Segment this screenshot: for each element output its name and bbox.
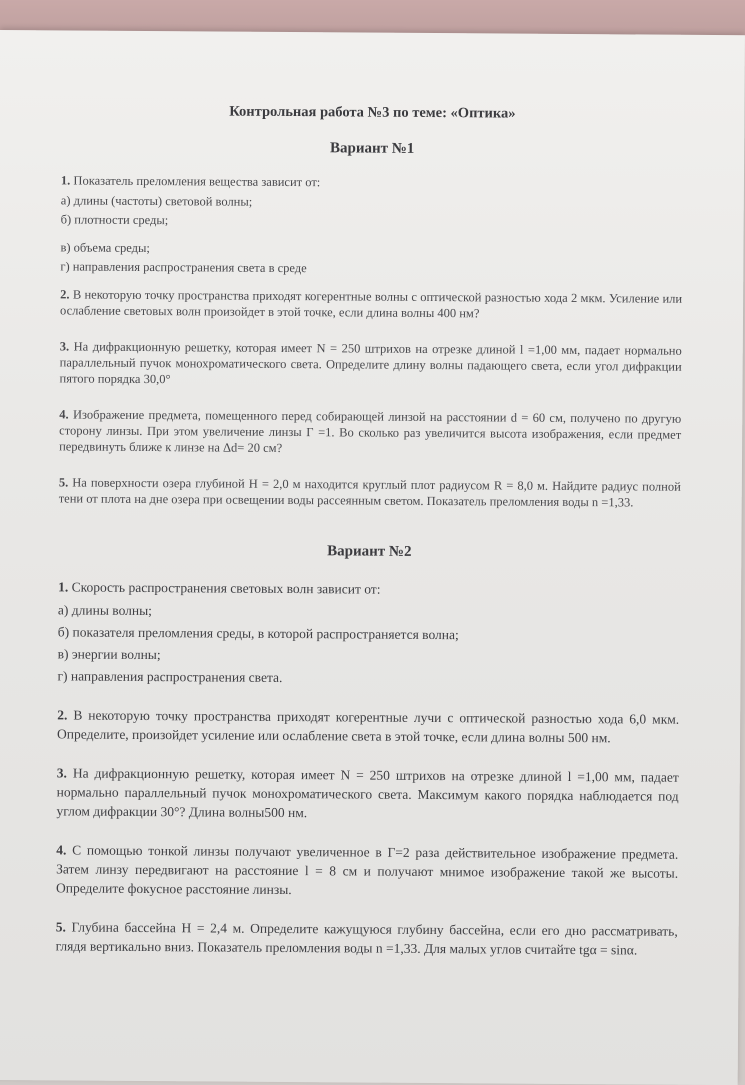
question-text: С помощью тонкой линзы получают увеличенное в Г=2 раза действительное изображение предмета. Затем линзу передвигают на расстояние l = 8 см и получают мнимое изображение такой же высоты. Определите фокусное расстояние линзы. <box>55 842 679 898</box>
variant-1-title: Вариант №1 <box>329 140 415 157</box>
question-number: 1. <box>60 173 71 188</box>
question-text: В некоторую точку пространства приходят когерентные волны с оптической разностью хода 2 мкм. Усиление или ослабление световых волн произойдет в этой точке, если длина волны 400 нм? <box>59 287 683 321</box>
question-text: Показатель преломления вещества зависит от: <box>73 173 321 190</box>
question-number: 1. <box>58 579 69 595</box>
question-number: 4. <box>56 842 67 858</box>
v1-question-4 <box>59 406 681 458</box>
question-number: 3. <box>59 339 70 354</box>
option-d: г) направления распространения света в среде <box>60 259 307 276</box>
question-text: Изображение предмета, помещенного перед собирающей линзой на расстоянии d = 60 см, получено по другую сторону линзы. При этом увеличение линзы Г =1. Во сколько раз увеличится высота изображения, если предмет передвинуть ближе к линзе на Δd= 20 см? <box>59 407 682 455</box>
answer-options <box>57 600 680 689</box>
question-number: 5. <box>58 475 69 490</box>
question-number: 2. <box>57 707 68 723</box>
v2-question-3 <box>56 763 678 824</box>
option-b: б) показателя преломления среды, в которой распространяется волна; <box>57 624 459 643</box>
v1-question-5 <box>59 474 681 510</box>
paper-sheet <box>0 30 745 1085</box>
answer-options <box>60 192 683 278</box>
document-title: Контрольная работа №3 по теме: «Оптика» <box>229 103 516 122</box>
question-text: На поверхности озера глубиной H = 2,0 м находится круглый плот радиусом R = 8,0 м. Найдите радиус полной тени от плота на дне озера при освещении воды рассеянным светом. Показатель преломления воды n =1,33. <box>58 475 681 510</box>
variant-2-title: Вариант №2 <box>327 543 412 560</box>
spacer <box>58 512 680 544</box>
option-b: б) плотности среды; <box>60 212 169 228</box>
option-a: а) длины (частоты) световой волны; <box>60 193 253 209</box>
document <box>55 102 683 965</box>
variant-2 <box>56 540 681 959</box>
question-number: 3. <box>56 765 67 781</box>
v1-question-3 <box>60 338 682 390</box>
option-c: в) энергии волны; <box>57 646 161 663</box>
question-text: Скорость распространения световых волн зависит от: <box>71 579 381 597</box>
question-number: 5. <box>55 919 66 935</box>
question-number: 2. <box>60 287 70 302</box>
option-d: г) направления распространения света. <box>57 668 283 685</box>
v1-question-2 <box>60 286 682 322</box>
v2-question-2 <box>57 705 679 747</box>
v2-question-1 <box>57 577 680 689</box>
question-text: В некоторую точку пространства приходят когерентные лучи с оптической разностью хода 6,0 мкм. Определите, произойдет усиление или ослабление света в этой точке, если длина волны 500 нм. <box>57 707 680 746</box>
question-text: Глубина бассейна H = 2,4 м. Определите кажущуюся глубину бассейна, если его дно рассматривать, глядя вертикально вниз. Показатель преломления воды n =1,33. Для малых углов считайте tgα = sinα. <box>55 919 678 958</box>
question-number: 4. <box>59 407 69 422</box>
option-c: в) объема среды; <box>60 240 150 256</box>
question-text: На дифракционную решетку, которая имеет N = 250 штрихов на отрезке длиной l =1,00 мм, падает нормально параллельный пучок монохроматического света. Максимум какого порядка наблюдается под углом дифракции 30°? Длина волны500 нм. <box>56 765 679 821</box>
v2-question-4 <box>56 840 678 901</box>
variant-1 <box>59 138 684 510</box>
question-text: На дифракционную решетку, которая имеет N = 250 штрихов на отрезке длиной l =1,00 мм, падает нормально параллельный пучок монохроматического света. Определите длину волны падающего света, если угол дифракции пятого порядка 30,0° <box>59 339 682 387</box>
option-a: а) длины волны; <box>57 602 153 619</box>
v1-question-1 <box>60 172 683 278</box>
v2-question-5 <box>56 917 678 959</box>
